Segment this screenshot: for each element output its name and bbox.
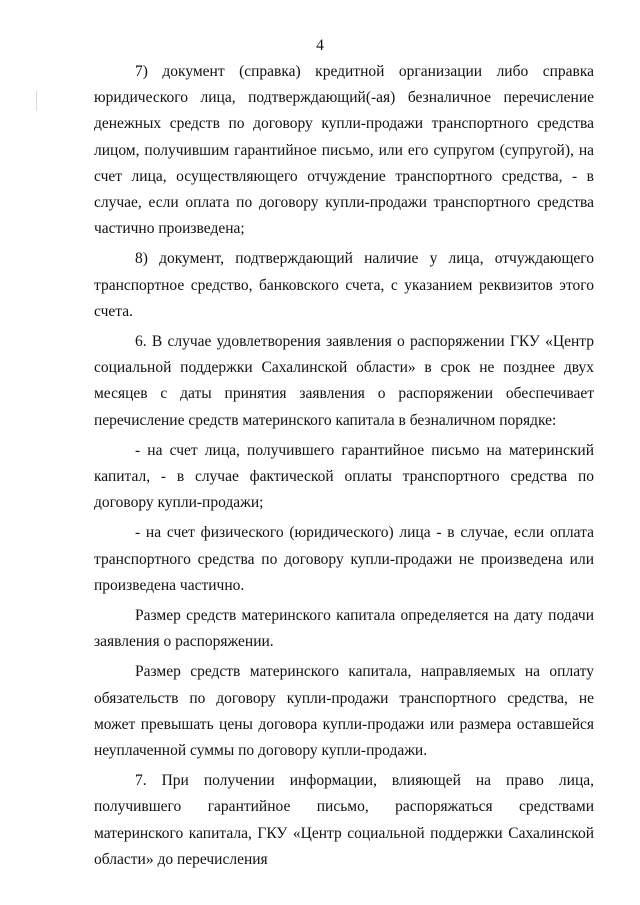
paragraph-item-8: 8) документ, подтверждающий наличие у лица, отчуждающего транспортное средство, банковского счета, с указанием реквизитов этого счета. — [94, 250, 594, 320]
paragraph-capital-amount-limit: Размер средств материнского капитала, направляемых на оплату обязательств по договору купли-продажи транспортного средства, не может превышать цены договора купли-продажи или размера оставшейся неуплаченной суммы по договору купли-продажи. — [94, 663, 594, 760]
paragraph-section-7: 7. При получении информации, влияющей на право лица, получившего гарантийное письмо, распоряжаться средствами материнского капитала, ГКУ «Центр социальной поддержки Сахалинской области» до перечисления — [94, 772, 594, 868]
page-number: 4 — [316, 37, 324, 54]
document-body — [94, 59, 594, 873]
paragraph-section-6: 6. В случае удовлетворения заявления о распоряжении ГКУ «Центр социальной поддержки Сахалинской области» в срок не позднее двух месяцев с даты принятия заявления о распоряжении обеспечивает перечисление средств материнского капитала в безналичном порядке: — [94, 333, 594, 429]
margin-mark — [36, 91, 37, 111]
paragraph-bullet-physical-legal-person: - на счет физического (юридического) лица - в случае, если оплата транспортного средства по договору купли-продажи не произведена или произведена частично. — [94, 524, 594, 594]
paragraph-capital-amount-date: Размер средств материнского капитала определяется на дату подачи заявления о распоряжении. — [94, 607, 594, 651]
paragraph-item-7: 7) документ (справка) кредитной организации либо справка юридического лица, подтверждающий(-ая) безналичное перечисление денежных средств по договору купли-продажи транспортного средства лицом, получившим гарантийное письмо, или его супругом (супругой), на счет лица, осуществляющего отчуждение транспортного средства, - в случае, если оплата по договору купли-продажи транспортного средства частично произведена; — [94, 63, 594, 238]
paragraph-bullet-guarantee-holder: - на счет лица, получившего гарантийное письмо на материнский капитал, - в случае фактической оплаты транспортного средства по договору купли-продажи; — [94, 441, 594, 512]
